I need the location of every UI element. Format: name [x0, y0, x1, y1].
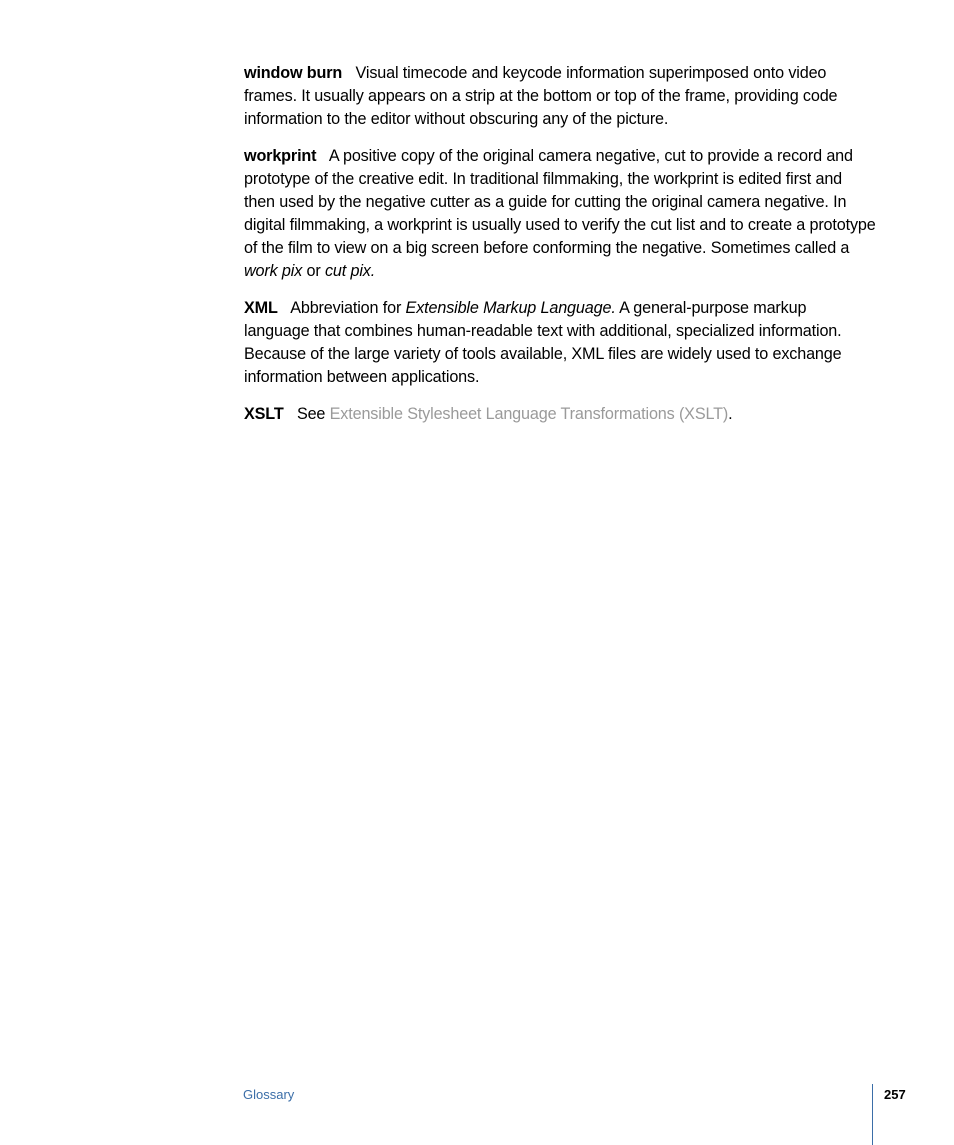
glossary-content — [244, 62, 876, 440]
glossary-entry-workprint — [244, 145, 876, 283]
entry-term: window burn — [244, 64, 343, 82]
footer-divider — [872, 1084, 873, 1145]
glossary-entry-xml — [244, 297, 876, 389]
glossary-entry-window-burn — [244, 62, 876, 131]
cross-reference-link[interactable]: Extensible Stylesheet Language Transformations (XSLT) — [329, 405, 729, 423]
page-number: 257 — [884, 1087, 906, 1102]
entry-definition: A general-purpose markup language that combines human-readable text with additional, specialized information. Because of the large variety of tools available, XML files are widely used to exchange information between applications. — [244, 299, 842, 386]
alternate-term: work pix — [244, 262, 303, 280]
entry-prefix: Abbreviation for — [290, 299, 402, 317]
alternate-term: cut pix. — [324, 262, 376, 280]
entry-expansion: Extensible Markup Language. — [405, 299, 616, 317]
entry-term: XML — [244, 299, 278, 317]
entry-definition: Visual timecode and keycode information superimposed onto video frames. It usually appears on a strip at the bottom or top of the frame, providing code information to the editor without obscuring any of the picture. — [244, 64, 838, 128]
connector-text: or — [306, 262, 321, 280]
footer-section-label: Glossary — [243, 1087, 295, 1102]
entry-period: . — [728, 405, 733, 423]
see-label: See — [296, 405, 326, 423]
entry-term: workprint — [244, 147, 317, 165]
entry-definition: A positive copy of the original camera negative, cut to provide a record and prototype of the creative edit. In traditional filmmaking, the workprint is edited first and then used by the negative cutter as a guide for cutting the original camera negative. In digital filmmaking, a workprint is usually used to verify the cut list and to create a prototype of the film to view on a big screen before conforming the negative. Sometimes called a — [244, 147, 876, 257]
glossary-entry-xslt — [244, 403, 876, 426]
entry-term: XSLT — [244, 405, 284, 423]
